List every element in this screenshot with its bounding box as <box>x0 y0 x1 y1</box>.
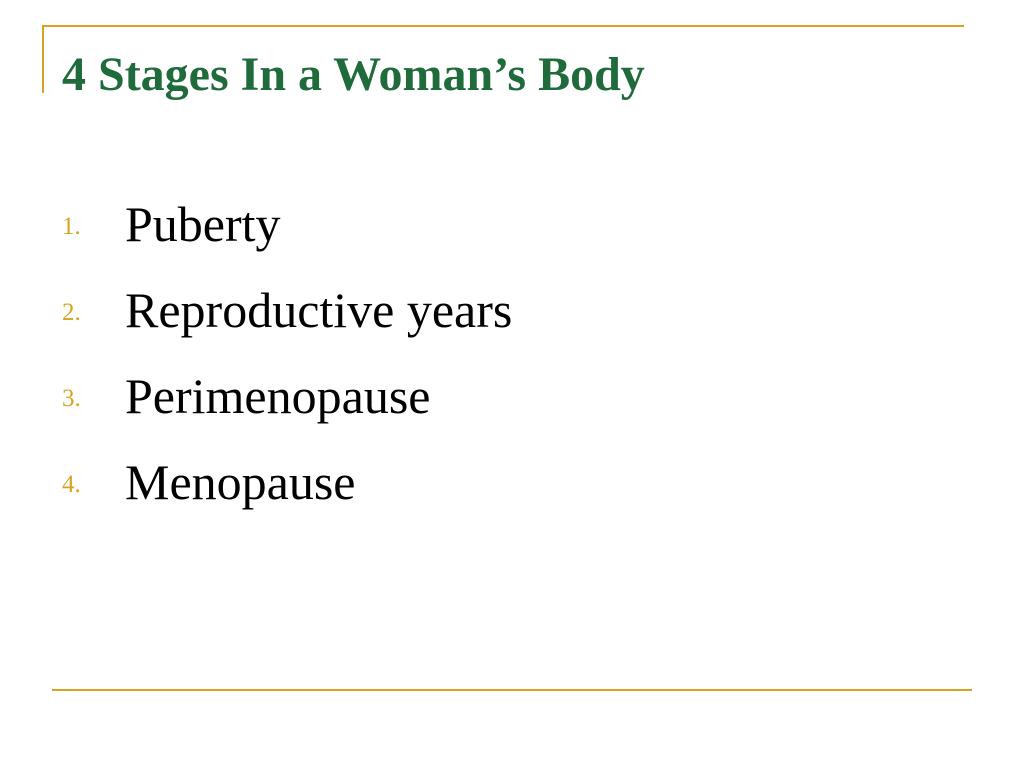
stage-number: 2. <box>62 299 81 326</box>
stage-label: Puberty <box>125 196 281 252</box>
stage-number: 3. <box>62 385 81 412</box>
footer-divider <box>52 689 972 691</box>
stage-number: 1. <box>62 213 81 240</box>
stage-number: 4. <box>62 471 81 498</box>
stage-item-perimenopause <box>62 364 512 450</box>
stage-item-reproductive-years <box>62 278 512 364</box>
stage-label: Reproductive years <box>125 282 513 338</box>
stage-list <box>62 192 512 536</box>
stage-label: Menopause <box>125 454 356 510</box>
slide-title: 4 Stages In a Woman’s Body <box>62 48 645 101</box>
stage-item-menopause <box>62 450 512 536</box>
title-frame-top-line <box>42 25 964 27</box>
title-frame-left-line <box>42 25 44 93</box>
stage-label: Perimenopause <box>125 368 431 424</box>
stage-item-puberty <box>62 192 512 278</box>
